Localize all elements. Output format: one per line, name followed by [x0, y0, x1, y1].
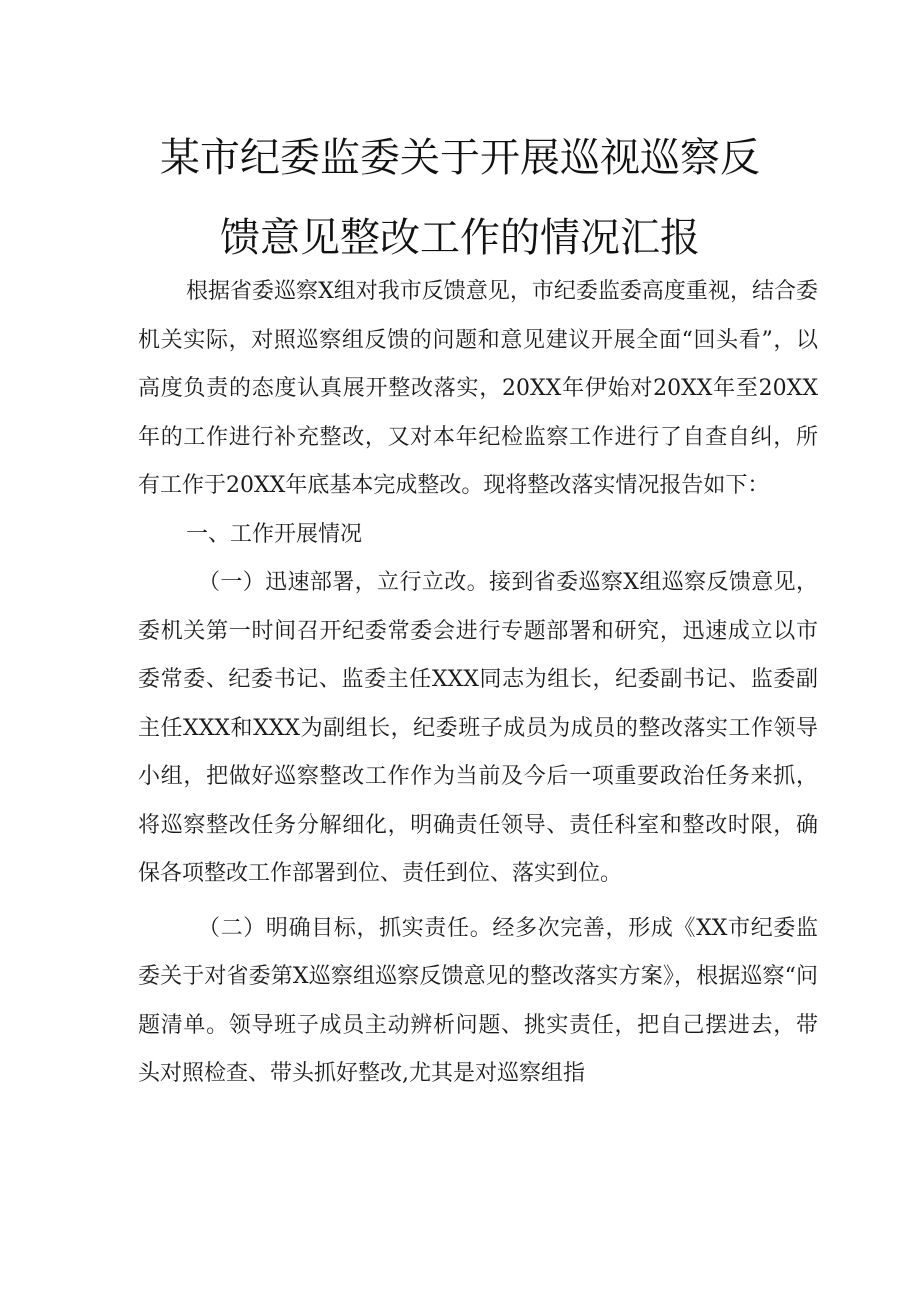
subsection-paragraph-1: （一）迅速部署，立行立改。接到省委巡察X组巡察反馈意见，委机关第一时间召开纪委常委会进行专题部署和研究，迅速成立以市委常委、纪委书记、监委主任XXX同志为组长，纪委副书记、监委副主任XXX和XXX为副组长，纪委班子成员为成员的整改落实工作领导小组，把做好巡察整改工作作为当前及今后一项重要政治任务来抓，将巡察整改任务分解细化，明确责任领导、责任科室和整改时限，确保各项整改工作部署到位、责任到位、落实到位。	[138, 570, 818, 886]
subsection-paragraph-2: （二）明确目标，抓实责任。经多次完善，形成《XX市纪委监委关于对省委第X巡察组巡察反馈意见的整改落实方案》，根据巡察“问题清单。领导班子成员主动辨析问题、挑实责任，把自己摆进去，带头对照检查、带头抓好整改,尤其是对巡察组指	[138, 915, 818, 1086]
section-heading: 一、工作开展情况	[186, 521, 363, 547]
document-body	[138, 268, 818, 1099]
document-title-line-2: 馈意见整改工作的情况汇报	[220, 215, 700, 261]
intro-paragraph: 根据省委巡察X组对我市反馈意见，市纪委监委高度重视，结合委机关实际，对照巡察组反馈的问题和意见建议开展全面“回头看”，以高度负责的态度认真展开整改落实，20XX年伊始对20XX年至20XX年的工作进行补充整改，又对本年纪检监察工作进行了自查自纠，所有工作于20XX年底基本完成整改。现将整改落实情况报告如下：	[138, 279, 818, 498]
document-title-line-1: 某市纪委监委关于开展巡视巡察反	[160, 135, 760, 181]
